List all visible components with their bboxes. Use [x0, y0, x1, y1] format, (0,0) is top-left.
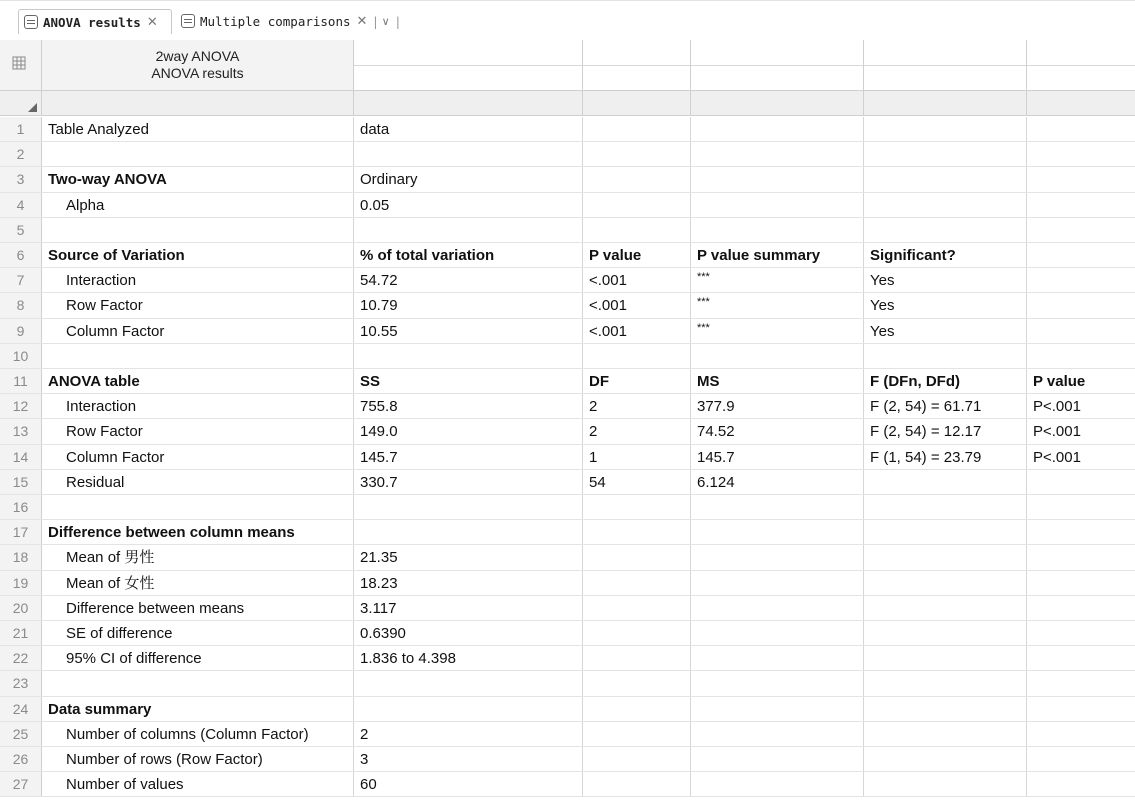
table-cell[interactable]: 60: [354, 772, 583, 796]
table-cell[interactable]: [583, 697, 691, 721]
table-cell[interactable]: [691, 671, 864, 695]
table-cell[interactable]: ***: [691, 319, 864, 343]
table-cell[interactable]: [583, 596, 691, 620]
row-number[interactable]: 17: [0, 520, 42, 544]
table-cell[interactable]: 95% CI of difference: [42, 646, 354, 670]
table-cell[interactable]: F (1, 54) = 23.79: [864, 445, 1027, 469]
table-cell[interactable]: F (2, 54) = 61.71: [864, 394, 1027, 418]
table-cell[interactable]: [864, 495, 1027, 519]
table-cell[interactable]: [354, 344, 583, 368]
row-number[interactable]: 23: [0, 671, 42, 695]
table-row: [0, 268, 1135, 293]
table-cell[interactable]: [691, 142, 864, 166]
tab-label: Multiple comparisons: [200, 13, 351, 29]
table-cell[interactable]: [864, 671, 1027, 695]
table-cell[interactable]: 54.72: [354, 268, 583, 292]
table-cell[interactable]: 145.7: [354, 445, 583, 469]
row-number[interactable]: 27: [0, 772, 42, 796]
table-cell[interactable]: [864, 344, 1027, 368]
table-cell[interactable]: [691, 646, 864, 670]
table-cell[interactable]: [583, 167, 691, 191]
table-cell[interactable]: 3: [354, 747, 583, 771]
close-icon[interactable]: ✕: [146, 14, 158, 30]
table-cell[interactable]: 755.8: [354, 394, 583, 418]
table-cell[interactable]: [583, 117, 691, 141]
table-cell[interactable]: [1027, 671, 1135, 695]
table-cell[interactable]: Difference between column means: [42, 520, 354, 544]
table-icon: [12, 56, 26, 70]
column-subheader-row: [0, 91, 1135, 116]
row-number[interactable]: 3: [0, 167, 42, 191]
table-cell[interactable]: [864, 571, 1027, 595]
table-cell[interactable]: [583, 571, 691, 595]
tab-bar: [0, 0, 1135, 41]
sheet-title: 2way ANOVA: [155, 48, 240, 64]
table-cell[interactable]: [1027, 545, 1135, 569]
table-row: [0, 445, 1135, 470]
table-cell[interactable]: <.001: [583, 319, 691, 343]
table-cell[interactable]: [583, 344, 691, 368]
table-cell[interactable]: Difference between means: [42, 596, 354, 620]
row-number[interactable]: 20: [0, 596, 42, 620]
table-cell[interactable]: Number of columns (Column Factor): [42, 722, 354, 746]
table-cell[interactable]: Alpha: [42, 193, 354, 217]
table-row: [0, 293, 1135, 318]
row-number[interactable]: 16: [0, 495, 42, 519]
table-cell[interactable]: Ordinary: [354, 167, 583, 191]
table-row: [0, 621, 1135, 646]
tab-separator: |: [373, 13, 378, 29]
table-cell[interactable]: 1.836 to 4.398: [354, 646, 583, 670]
table-cell[interactable]: [864, 621, 1027, 645]
table-cell[interactable]: [864, 596, 1027, 620]
sheet-corner[interactable]: [0, 40, 42, 91]
tab-anova-results[interactable]: [18, 9, 172, 34]
table-cell[interactable]: [354, 520, 583, 544]
table-row: [0, 117, 1135, 142]
table-cell[interactable]: [1027, 243, 1135, 267]
document-icon: [24, 15, 38, 29]
table-cell[interactable]: [691, 621, 864, 645]
table-cell[interactable]: P value: [1033, 373, 1086, 390]
table-cell[interactable]: 2: [354, 722, 583, 746]
table-cell[interactable]: [864, 520, 1027, 544]
table-cell[interactable]: ***: [691, 293, 864, 317]
table-cell[interactable]: Column Factor: [42, 319, 354, 343]
table-row: [0, 772, 1135, 797]
table-cell[interactable]: 377.9: [691, 394, 864, 418]
row-number[interactable]: 25: [0, 722, 42, 746]
table-cell[interactable]: [354, 697, 583, 721]
table-row: [0, 470, 1135, 495]
table-cell[interactable]: [354, 671, 583, 695]
column-subheader[interactable]: [691, 91, 864, 116]
table-cell[interactable]: [1027, 495, 1135, 519]
table-cell[interactable]: [42, 495, 354, 519]
table-cell[interactable]: Residual: [42, 470, 354, 494]
table-cell[interactable]: Interaction: [42, 394, 354, 418]
table-row: [0, 671, 1135, 696]
table-cell[interactable]: Yes: [864, 293, 1027, 317]
table-row: [0, 142, 1135, 167]
column-header[interactable]: [354, 40, 583, 91]
table-cell[interactable]: [583, 218, 691, 242]
table-row: [0, 697, 1135, 722]
row-number[interactable]: 11: [0, 369, 42, 393]
corner-triangle-icon: [28, 103, 37, 112]
column-subheader[interactable]: [42, 91, 354, 116]
close-icon[interactable]: ✕: [356, 13, 368, 29]
row-number[interactable]: 21: [0, 621, 42, 645]
row-number[interactable]: 14: [0, 445, 42, 469]
table-cell[interactable]: Yes: [864, 268, 1027, 292]
table-cell[interactable]: 330.7: [354, 470, 583, 494]
table-cell[interactable]: ***: [691, 268, 864, 292]
table-cell[interactable]: [691, 722, 864, 746]
table-row: [0, 646, 1135, 671]
table-cell[interactable]: [1027, 268, 1135, 292]
column-subheader[interactable]: [354, 91, 583, 116]
table-cell[interactable]: [864, 193, 1027, 217]
table-cell[interactable]: SS: [354, 369, 583, 393]
row-number[interactable]: 22: [0, 646, 42, 670]
tab-label: ANOVA results: [43, 14, 141, 30]
table-cell[interactable]: [354, 142, 583, 166]
table-cell[interactable]: Interaction: [42, 268, 354, 292]
table-cell[interactable]: [1027, 646, 1135, 670]
row-number[interactable]: 6: [0, 243, 42, 267]
table-cell[interactable]: [691, 545, 864, 569]
table-cell[interactable]: [583, 671, 691, 695]
table-cell[interactable]: Mean of 女性: [42, 571, 354, 595]
column-header[interactable]: [583, 40, 691, 91]
table-cell[interactable]: [1027, 218, 1135, 242]
table-cell[interactable]: [1027, 772, 1135, 796]
table-cell[interactable]: [864, 722, 1027, 746]
table-cell[interactable]: Row Factor: [42, 293, 354, 317]
row-number[interactable]: 5: [0, 218, 42, 242]
table-row: [0, 596, 1135, 621]
table-cell[interactable]: [583, 545, 691, 569]
table-cell[interactable]: [583, 495, 691, 519]
table-cell[interactable]: [864, 747, 1027, 771]
row-number[interactable]: 13: [0, 419, 42, 443]
table-cell[interactable]: P value summary: [691, 243, 864, 267]
table-cell[interactable]: [1027, 293, 1135, 317]
table-cell[interactable]: [1027, 520, 1135, 544]
table-cell[interactable]: 21.35: [354, 545, 583, 569]
table-cell[interactable]: data: [354, 117, 583, 141]
tab-multiple-comparisons[interactable]: [176, 9, 426, 33]
table-row: [0, 722, 1135, 747]
table-row: [0, 243, 1135, 268]
table-cell[interactable]: [583, 772, 691, 796]
table-cell[interactable]: P<.001: [1033, 398, 1081, 416]
tab-separator: |: [395, 13, 400, 29]
table-cell[interactable]: [583, 646, 691, 670]
table-cell[interactable]: [1027, 722, 1135, 746]
table-cell[interactable]: [1027, 697, 1135, 721]
table-cell[interactable]: DF: [583, 369, 691, 393]
table-row: [0, 747, 1135, 772]
table-cell[interactable]: [691, 772, 864, 796]
table-cell[interactable]: [1027, 344, 1135, 368]
table-cell[interactable]: Mean of 男性: [42, 545, 354, 569]
row-number[interactable]: 2: [0, 142, 42, 166]
table-cell[interactable]: Source of Variation: [42, 243, 354, 267]
row-number[interactable]: 7: [0, 268, 42, 292]
table-cell[interactable]: [864, 646, 1027, 670]
table-cell[interactable]: [1027, 117, 1135, 141]
table-cell[interactable]: [691, 747, 864, 771]
table-cell[interactable]: 0.6390: [354, 621, 583, 645]
table-cell[interactable]: 145.7: [691, 445, 864, 469]
table-row: [0, 571, 1135, 596]
table-cell[interactable]: MS: [691, 369, 864, 393]
row-number[interactable]: 12: [0, 394, 42, 418]
table-cell[interactable]: Number of values: [42, 772, 354, 796]
table-cell[interactable]: P<.001: [1033, 448, 1081, 466]
table-cell[interactable]: [583, 193, 691, 217]
table-cell[interactable]: [1027, 319, 1135, 343]
table-cell[interactable]: [864, 697, 1027, 721]
column-subheader[interactable]: [583, 91, 691, 116]
table-cell[interactable]: [42, 344, 354, 368]
table-cell[interactable]: 2: [583, 394, 691, 418]
table-cell[interactable]: [864, 218, 1027, 242]
table-cell[interactable]: [1027, 470, 1135, 494]
table-cell[interactable]: F (2, 54) = 12.17: [864, 419, 1027, 443]
table-row: [0, 319, 1135, 344]
table-cell[interactable]: [864, 772, 1027, 796]
table-cell[interactable]: Number of rows (Row Factor): [42, 747, 354, 771]
table-cell[interactable]: [1027, 142, 1135, 166]
table-cell[interactable]: [1027, 193, 1135, 217]
select-all-corner[interactable]: [0, 91, 42, 116]
table-cell[interactable]: 54: [583, 470, 691, 494]
table-cell[interactable]: [1027, 747, 1135, 771]
table-cell[interactable]: [583, 520, 691, 544]
table-cell[interactable]: [583, 621, 691, 645]
sheet-subtitle: ANOVA results: [151, 65, 244, 81]
table-cell[interactable]: Significant?: [864, 243, 1027, 267]
table-cell[interactable]: <.001: [583, 268, 691, 292]
row-number[interactable]: 4: [0, 193, 42, 217]
table-cell[interactable]: [1027, 621, 1135, 645]
table-cell[interactable]: [691, 697, 864, 721]
table-cell[interactable]: 18.23: [354, 571, 583, 595]
table-cell[interactable]: [864, 470, 1027, 494]
row-number[interactable]: 8: [0, 293, 42, 317]
table-cell[interactable]: 149.0: [354, 419, 583, 443]
table-cell[interactable]: [354, 495, 583, 519]
row-number[interactable]: 26: [0, 747, 42, 771]
row-number[interactable]: 1: [0, 117, 42, 141]
table-cell[interactable]: [691, 596, 864, 620]
table-cell[interactable]: 6.124: [691, 470, 864, 494]
document-icon: [181, 14, 195, 28]
table-cell[interactable]: % of total variation: [354, 243, 583, 267]
row-number[interactable]: 15: [0, 470, 42, 494]
column-header[interactable]: [1027, 40, 1135, 91]
table-row: [0, 520, 1135, 545]
table-row: [0, 344, 1135, 369]
table-cell[interactable]: [691, 218, 864, 242]
table-row: [0, 495, 1135, 520]
table-cell[interactable]: [691, 344, 864, 368]
table-cell[interactable]: Two-way ANOVA: [42, 167, 354, 191]
table-row: [0, 419, 1135, 444]
table-cell[interactable]: 1: [583, 445, 691, 469]
table-cell[interactable]: [864, 167, 1027, 191]
table-cell[interactable]: [42, 671, 354, 695]
row-number[interactable]: 19: [0, 571, 42, 595]
sheet-title-cell[interactable]: [42, 40, 354, 91]
table-cell[interactable]: 74.52: [691, 419, 864, 443]
table-cell[interactable]: [583, 722, 691, 746]
table-cell[interactable]: 2: [583, 419, 691, 443]
table-cell[interactable]: P value: [583, 243, 691, 267]
table-cell[interactable]: [1027, 596, 1135, 620]
table-cell[interactable]: [864, 142, 1027, 166]
table-row: [0, 218, 1135, 243]
table-cell[interactable]: Table Analyzed: [42, 117, 354, 141]
table-cell[interactable]: Yes: [864, 319, 1027, 343]
column-header[interactable]: [691, 40, 864, 91]
table-cell[interactable]: [691, 193, 864, 217]
table-row: [0, 193, 1135, 218]
table-cell[interactable]: [42, 142, 354, 166]
table-cell[interactable]: [691, 117, 864, 141]
row-number[interactable]: 24: [0, 697, 42, 721]
row-number[interactable]: 10: [0, 344, 42, 368]
table-cell[interactable]: Data summary: [42, 697, 354, 721]
table-cell[interactable]: [691, 167, 864, 191]
table-row: [0, 167, 1135, 192]
table-cell[interactable]: F (DFn, DFd): [864, 369, 1027, 393]
table-cell[interactable]: Column Factor: [42, 445, 354, 469]
table-row: [0, 394, 1135, 419]
table-cell[interactable]: 10.79: [354, 293, 583, 317]
table-cell[interactable]: [691, 495, 864, 519]
table-cell[interactable]: [691, 571, 864, 595]
table-cell[interactable]: Row Factor: [42, 419, 354, 443]
chevron-down-icon[interactable]: ∨: [381, 14, 390, 28]
table-cell[interactable]: [1027, 167, 1135, 191]
table-cell[interactable]: [864, 545, 1027, 569]
table-row: [0, 369, 1135, 394]
table-cell[interactable]: SE of difference: [42, 621, 354, 645]
table-cell[interactable]: <.001: [583, 293, 691, 317]
table-cell[interactable]: [864, 117, 1027, 141]
row-number[interactable]: 18: [0, 545, 42, 569]
table-cell[interactable]: [691, 520, 864, 544]
table-cell[interactable]: [354, 218, 583, 242]
table-cell[interactable]: 3.117: [354, 596, 583, 620]
table-cell[interactable]: [42, 218, 354, 242]
column-header[interactable]: [864, 40, 1027, 91]
table-cell[interactable]: 10.55: [354, 319, 583, 343]
table-cell[interactable]: [583, 747, 691, 771]
sheet-header: [0, 40, 1135, 91]
column-subheader[interactable]: [864, 91, 1027, 116]
table-row: [0, 545, 1135, 570]
table-cell[interactable]: P<.001: [1033, 423, 1081, 441]
table-cell[interactable]: 0.05: [354, 193, 583, 217]
table-cell[interactable]: [583, 142, 691, 166]
table-cell[interactable]: [1027, 571, 1135, 595]
row-number[interactable]: 9: [0, 319, 42, 343]
table-cell[interactable]: ANOVA table: [42, 369, 354, 393]
